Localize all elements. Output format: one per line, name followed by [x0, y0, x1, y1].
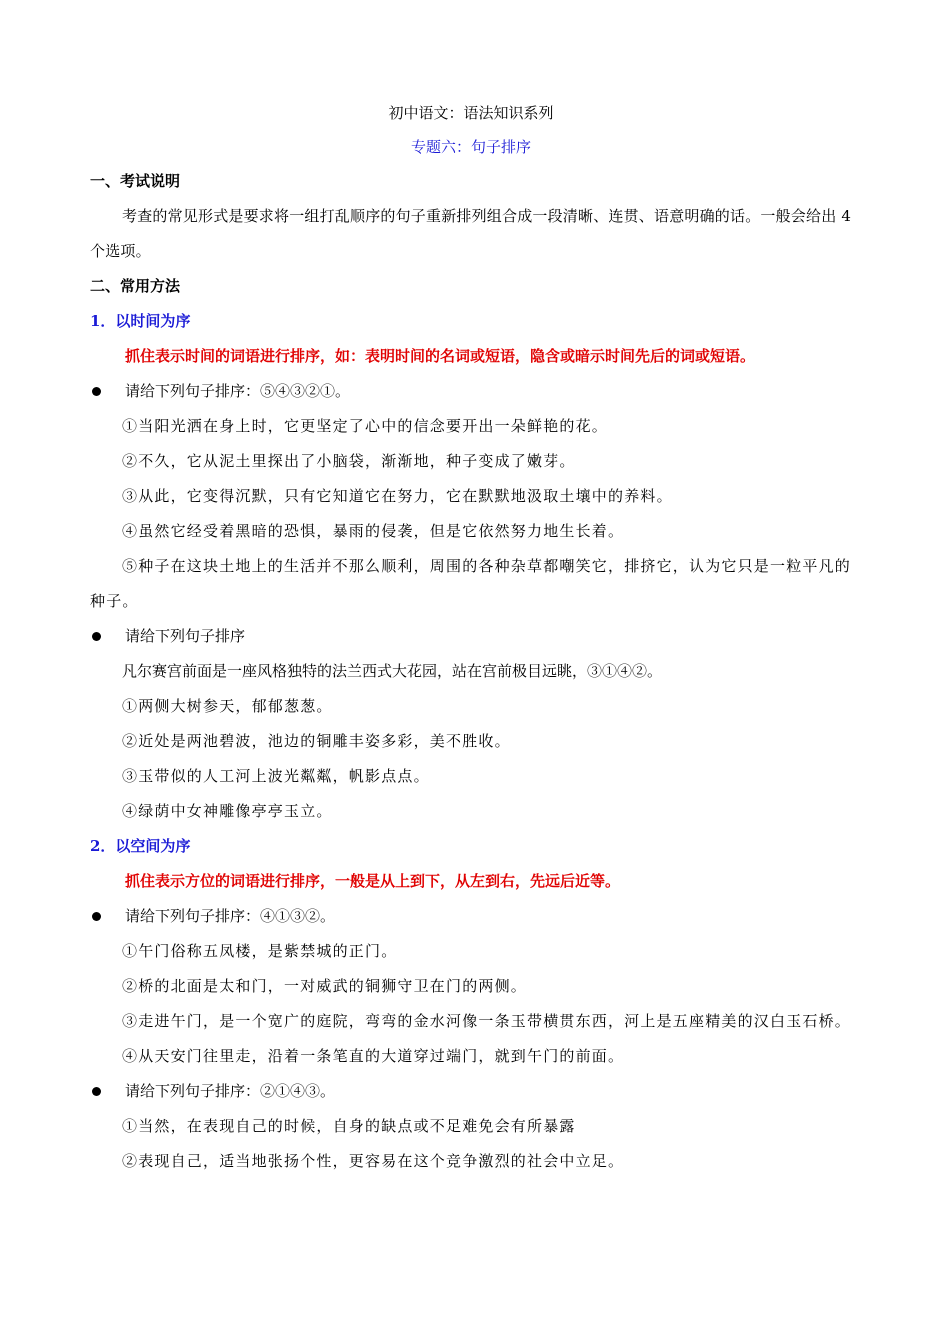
- document-title: 初中语文：语法知识系列: [388, 104, 554, 122]
- bullet-icon: [92, 387, 101, 396]
- sentence-item: ②表现自己，适当地张扬个性，更容易在这个竞争激烈的社会中立足。: [122, 1152, 625, 1170]
- sentence-item: ①两侧大树参天，郁郁葱葱。: [122, 697, 333, 715]
- sentence-item: ①当阳光洒在身上时，它更坚定了心中的信念要开出一朵鲜艳的花。: [122, 417, 609, 435]
- exercise-prompt: [90, 1074, 852, 1109]
- sentence-item: ④虽然它经受着黑暗的恐惧，暴雨的侵袭，但是它依然努力地生长着。: [122, 522, 625, 540]
- section-heading-exam: 一、考试说明: [90, 172, 181, 190]
- sentence-item: ③玉带似的人工河上波光粼粼，帆影点点。: [122, 767, 430, 785]
- exercise-prompt: [90, 899, 852, 934]
- method-heading-time: 1．以时间为序: [90, 312, 191, 330]
- sentence-item: ④绿荫中女神雕像亭亭玉立。: [122, 802, 333, 820]
- exercise-prompt-text: 请给下列句子排序：④①③②。: [125, 907, 336, 925]
- method-note-space: 抓住表示方位的词语进行排序，一般是从上到下，从左到右，先远后近等。: [125, 872, 621, 890]
- sentence-item: ②桥的北面是太和门，一对威武的铜狮守卫在门的两侧。: [122, 977, 528, 995]
- bullet-icon: [92, 632, 101, 641]
- sentence-item: ①午门俗称五凤楼，是紫禁城的正门。: [122, 942, 398, 960]
- sentence-item: ⑤种子在这块土地上的生活并不那么顺利，周围的各种杂草都嘲笑它，排挤它，认为它只是一粒平凡的种子。: [90, 557, 852, 610]
- exercise-prompt: [90, 619, 852, 654]
- sentence-item: ②近处是两池碧波，池边的铜雕丰姿多彩，美不胜收。: [122, 732, 511, 750]
- exercise-prompt-text: 请给下列句子排序：②①④③。: [125, 1082, 336, 1100]
- sentence-item: ③从此，它变得沉默，只有它知道它在努力，它在默默地汲取土壤中的养料。: [122, 487, 673, 505]
- sentence-item: ①当然，在表现自己的时候，自身的缺点或不足难免会有所暴露: [122, 1117, 576, 1135]
- exercise-prompt-text: 请给下列句子排序：⑤④③②①。: [125, 382, 351, 400]
- method-heading-space: 2．以空间为序: [90, 837, 191, 855]
- bullet-icon: [92, 1087, 101, 1096]
- exercise-lead-sentence: 凡尔赛宫前面是一座风格独特的法兰西式大花园，站在宫前极目远眺，③①④②。: [122, 662, 663, 680]
- exercise-prompt: [90, 374, 852, 409]
- exercise-prompt-text: 请给下列句子排序: [125, 627, 246, 645]
- document-page: [90, 96, 852, 1179]
- document-subtitle: 专题六：句子排序: [410, 138, 531, 156]
- method-note-time: 抓住表示时间的词语进行排序，如：表明时间的名词或短语，隐含或暗示时间先后的词或短语。: [125, 347, 756, 365]
- exam-description: 考查的常见形式是要求将一组打乱顺序的句子重新排列组合成一段清晰、连贯、语意明确的话。一般会给出 4 个选项。: [90, 207, 852, 260]
- bullet-icon: [92, 912, 101, 921]
- sentence-item: ③走进午门，是一个宽广的庭院，弯弯的金水河像一条玉带横贯东西，河上是五座精美的汉白玉石桥。: [122, 1012, 852, 1030]
- section-heading-methods: 二、常用方法: [90, 277, 181, 295]
- sentence-item: ②不久，它从泥土里探出了小脑袋，渐渐地，种子变成了嫩芽。: [122, 452, 576, 470]
- sentence-item: ④从天安门往里走，沿着一条笔直的大道穿过端门，就到午门的前面。: [122, 1047, 625, 1065]
